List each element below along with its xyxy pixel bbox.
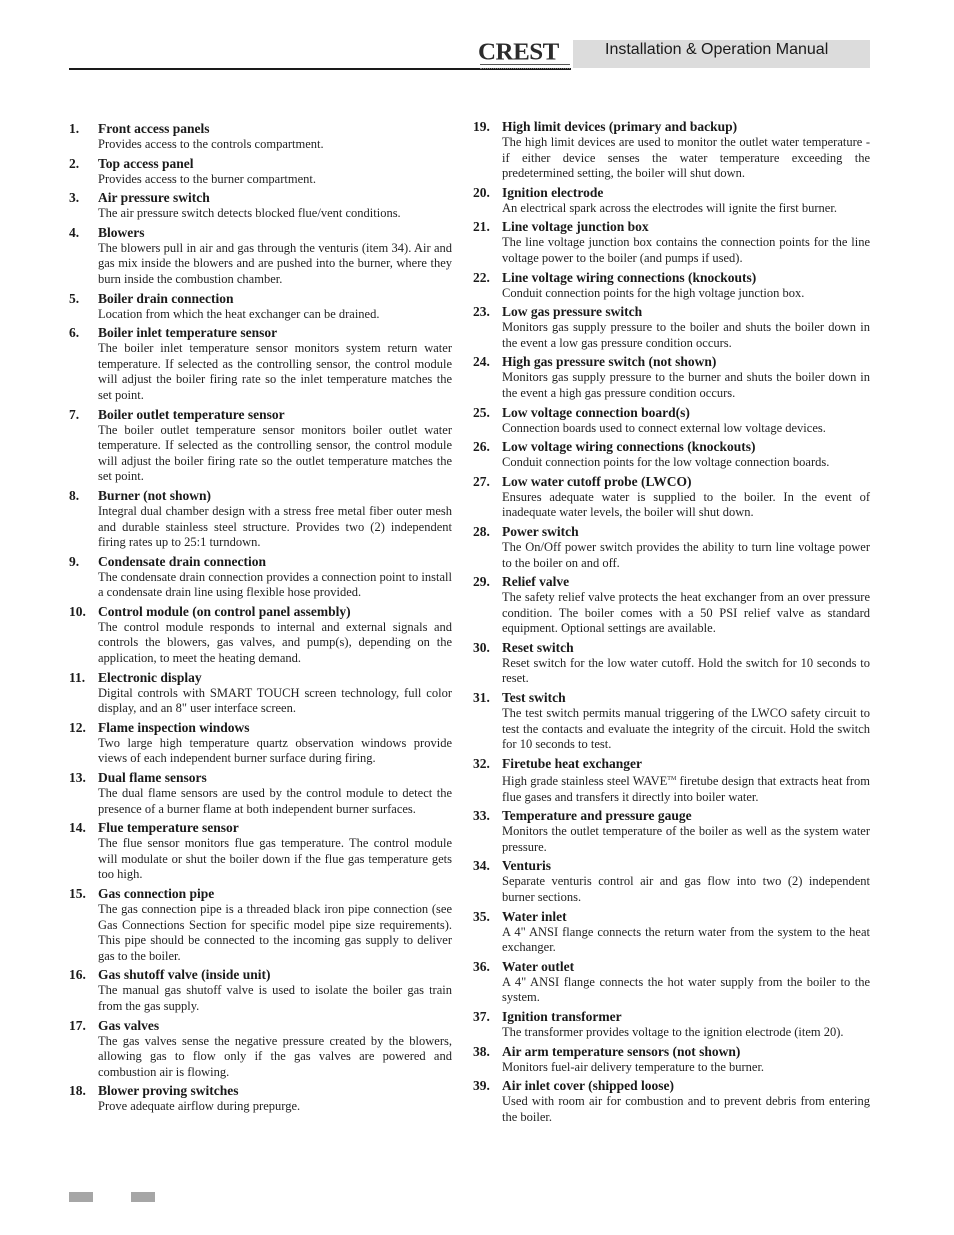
item-number: 31.: [473, 690, 490, 706]
item-number: 12.: [69, 719, 86, 735]
item-number: 35.: [473, 908, 490, 924]
item-number: 8.: [69, 487, 80, 503]
item-title: Ignition electrode: [502, 184, 604, 200]
item-description-part: High grade stainless steel WAVE: [502, 774, 668, 788]
item-number: 13.: [69, 770, 86, 786]
list-item: [69, 290, 452, 323]
item-title: Condensate drain connection: [98, 553, 267, 569]
item-description: A 4" ANSI flange connects the return water from the system to the heat exchanger.: [502, 924, 870, 955]
item-title: Air arm temperature sensors (not shown): [502, 1043, 741, 1059]
item-description: Monitors gas supply pressure to the boiler and shuts the boiler down in the event a low gas pressure condition occurs.: [502, 320, 870, 350]
list-item: [69, 819, 452, 883]
item-title: Boiler drain connection: [98, 290, 234, 306]
item-description: Ensures adequate water is supplied to the boiler. In the event of inadequate water levels, the boiler will shut down.: [502, 489, 870, 520]
item-number: 25.: [473, 404, 490, 420]
item-number: 37.: [473, 1008, 490, 1024]
item-title: Low water cutoff probe (LWCO): [502, 473, 692, 489]
list-item: [473, 438, 870, 471]
item-number: 3.: [69, 190, 80, 206]
item-title: Flame inspection windows: [98, 719, 250, 735]
list-item: [69, 1017, 452, 1081]
item-number: 14.: [69, 820, 86, 836]
list-item: [69, 189, 452, 222]
item-title: Boiler inlet temperature sensor: [98, 325, 278, 341]
item-description: The manual gas shutoff valve is used to isolate the boiler gas train from the gas supply.: [98, 983, 452, 1013]
item-title: Venturis: [502, 858, 552, 874]
item-title: Firetube heat exchanger: [502, 755, 642, 771]
crest-logo: [478, 40, 572, 70]
item-title: Reset switch: [502, 639, 574, 655]
item-title: Gas connection pipe: [98, 886, 215, 901]
item-description: The air pressure switch detects blocked flue/vent conditions.: [98, 206, 401, 221]
item-title: High limit devices (primary and backup): [502, 119, 738, 134]
item-description: Separate venturis control air and gas flow into two (2) independent burner sections.: [502, 874, 870, 904]
header-title-box: [573, 40, 870, 68]
item-number: 7.: [69, 406, 80, 422]
list-item: [473, 118, 870, 182]
item-description: The gas connection pipe is a threaded black iron pipe connection (see Gas Connections Section for specific model pipe size requirements). This pipe should be connected to the incoming gas supply to deliver gas to the boiler.: [98, 902, 452, 963]
item-description: Two large high temperature quartz observation windows provide views of each independent burner surface during firing.: [98, 735, 452, 766]
item-title: Blower proving switches: [98, 1083, 239, 1099]
item-number: 27.: [473, 473, 490, 489]
item-number: 10.: [69, 603, 86, 619]
item-number: 5.: [69, 290, 80, 306]
item-title: Water outlet: [502, 958, 575, 974]
item-title: Low voltage connection board(s): [502, 404, 690, 420]
manual-title: Installation & Operation Manual: [605, 41, 829, 58]
item-number: 24.: [473, 354, 490, 370]
list-item: [473, 755, 870, 805]
list-item: [473, 1008, 870, 1041]
item-title: Control module (on control panel assembly): [98, 603, 351, 619]
item-title: High gas pressure switch (not shown): [502, 354, 717, 370]
item-number: 32.: [473, 755, 490, 771]
item-title: Front access panels: [98, 121, 210, 136]
item-description: Connection boards used to connect external low voltage devices.: [502, 420, 826, 435]
trademark-mark: TM: [667, 775, 677, 782]
item-description: The control module responds to internal and external signals and controls the blowers, gas valves, and pump(s), depending on the application, to meet the heating demand.: [98, 619, 452, 666]
list-item: [473, 908, 870, 956]
item-description: The blowers pull in air and gas through the venturis (item 34). Air and gas mix inside the blowers and are pushed into the burner, where they burn inside the combustion chamber.: [98, 240, 452, 286]
list-item: [69, 966, 452, 1014]
item-title: Burner (not shown): [98, 487, 212, 503]
list-item: [473, 404, 870, 437]
item-number: 18.: [69, 1083, 86, 1099]
item-description-part: firetube design that extracts heat from flue gases and transfers it directly into boiler water.: [502, 774, 870, 804]
list-item: [69, 885, 452, 964]
list-item: [473, 303, 870, 351]
logo-wordmark: CREST: [478, 39, 559, 66]
list-item: [69, 120, 452, 153]
footer-bar-right: [131, 1192, 155, 1202]
item-number: 36.: [473, 958, 490, 974]
item-number: 33.: [473, 808, 490, 824]
item-number: 2.: [69, 155, 80, 171]
item-description: Integral dual chamber design with a stress free metal fiber outer mesh and durable stainless steel structure. Provides two (2) independent firing rates up to 25:1 turndown.: [98, 503, 452, 550]
item-description: Conduit connection points for the high voltage junction box.: [502, 285, 805, 300]
item-number: 26.: [473, 439, 490, 455]
item-number: 19.: [473, 119, 490, 134]
item-title: Top access panel: [98, 155, 194, 171]
item-number: 20.: [473, 184, 490, 200]
item-number: 17.: [69, 1017, 86, 1033]
item-title: Gas shutoff valve (inside unit): [98, 967, 271, 983]
list-item: [69, 324, 452, 403]
item-description: Monitors gas supply pressure to the burner and shuts the boiler down in the event a high gas pressure condition occurs.: [502, 370, 870, 400]
item-description: The high limit devices are used to monitor the outlet water temperature - if either device senses the water temperature exceeding the predetermined setting, the boiler will shut down.: [502, 135, 870, 181]
list-item: [473, 958, 870, 1006]
item-title: Ignition transformer: [502, 1008, 622, 1024]
list-item: [473, 639, 870, 687]
list-item: [473, 1043, 870, 1076]
item-description: [502, 772, 870, 805]
item-title: Boiler outlet temperature sensor: [98, 406, 285, 422]
item-title: Test switch: [502, 690, 566, 706]
list-item: [69, 155, 452, 188]
right-column: [473, 118, 870, 1127]
item-description: The On/Off power switch provides the ability to turn line voltage power to the boiler on and off.: [502, 539, 870, 570]
item-number: 4.: [69, 224, 80, 240]
item-title: Temperature and pressure gauge: [502, 808, 692, 824]
list-item: [69, 603, 452, 667]
list-item: [473, 689, 870, 753]
list-item: [69, 487, 452, 551]
item-description: A 4" ANSI flange connects the hot water supply from the boiler to the system.: [502, 974, 870, 1005]
item-number: 38.: [473, 1043, 490, 1059]
item-description: The safety relief valve protects the heat exchanger from an over pressure condition. The boiler comes with a 50 PSI relief valve as standard equipment. Optional settings are available.: [502, 590, 870, 636]
item-description: The gas valves sense the negative pressure created by the blowers, allowing gas to flow only if the gas valves are powered and combustion air is flowing.: [98, 1033, 452, 1079]
item-number: 28.: [473, 523, 490, 539]
list-item: [473, 218, 870, 266]
item-number: 15.: [69, 886, 86, 901]
item-description: The test switch permits manual triggering of the LWCO safety circuit to test the contacts and evaluate the integrity of the circuit. Hold the switch for 10 seconds to test.: [502, 706, 870, 752]
list-item: [69, 1082, 452, 1115]
item-title: Power switch: [502, 523, 579, 539]
item-number: 16.: [69, 967, 86, 983]
list-item: [473, 353, 870, 401]
item-title: Low gas pressure switch: [502, 304, 643, 320]
item-description: Monitors fuel-air delivery temperature to the burner.: [502, 1059, 765, 1074]
item-description: Monitors the outlet temperature of the boiler as well as the system water pressure.: [502, 824, 870, 854]
item-number: 22.: [473, 269, 490, 285]
footer-bar-left: [69, 1192, 93, 1202]
item-number: 11.: [69, 669, 86, 685]
list-item: [69, 553, 452, 601]
item-description: The condensate drain connection provides a connection point to install a condensate drain line using flexible hose provided.: [98, 569, 452, 600]
item-description: The line voltage junction box contains the connection points for the line voltage power to the boiler (and pumps if used).: [502, 235, 870, 265]
list-item: [69, 406, 452, 485]
item-description: Digital controls with SMART TOUCH screen technology, full color display, and an 8" user interface screen.: [98, 685, 452, 716]
item-description: Conduit connection points for the low voltage connection boards.: [502, 455, 830, 470]
list-item: [473, 573, 870, 637]
item-description: Used with room air for combustion and to prevent debris from entering the boiler.: [502, 1094, 870, 1124]
item-title: Air pressure switch: [98, 190, 210, 206]
item-title: Gas valves: [98, 1017, 160, 1033]
item-number: 30.: [473, 639, 490, 655]
item-description: An electrical spark across the electrodes will ignite the first burner.: [502, 200, 837, 215]
left-column: [69, 120, 452, 1117]
list-item: [473, 269, 870, 302]
item-title: Line voltage wiring connections (knockouts): [502, 269, 757, 285]
item-number: 6.: [69, 325, 80, 341]
item-title: Air inlet cover (shipped loose): [502, 1078, 674, 1094]
item-description: The boiler outlet temperature sensor monitors boiler outlet water temperature. If selected as the controlling sensor, the control module will adjust the boiler firing rate so the outlet temperature matches the set point.: [98, 422, 452, 484]
item-number: 34.: [473, 858, 490, 874]
item-number: 39.: [473, 1078, 490, 1094]
list-item: [69, 669, 452, 717]
item-description: Prove adequate airflow during prepurge.: [98, 1099, 301, 1114]
item-title: Water inlet: [502, 908, 567, 924]
item-number: 9.: [69, 553, 80, 569]
item-title: Blowers: [98, 224, 145, 240]
item-number: 29.: [473, 574, 490, 590]
list-item: [69, 224, 452, 288]
list-item: [473, 1077, 870, 1125]
list-item: [69, 719, 452, 767]
logo-underline: [480, 64, 570, 69]
item-description: The transformer provides voltage to the ignition electrode (item 20).: [502, 1024, 844, 1039]
item-title: Line voltage junction box: [502, 219, 649, 235]
item-description: Provides access to the controls compartment.: [98, 137, 324, 151]
item-description: The boiler inlet temperature sensor monitors system return water temperature. If selected as the controlling sensor, the control module will adjust the boiler firing rate so the inlet temperature matches the set point.: [98, 341, 452, 402]
item-title: Low voltage wiring connections (knockouts): [502, 439, 756, 455]
item-title: Relief valve: [502, 574, 570, 590]
item-description: The flue sensor monitors flue gas temperature. The control module will modulate or shut the boiler down if the flue gas temperature gets too high.: [98, 836, 452, 882]
item-title: Electronic display: [98, 669, 202, 685]
item-title: Dual flame sensors: [98, 770, 207, 786]
item-title: Flue temperature sensor: [98, 820, 239, 836]
item-description: The dual flame sensors are used by the control module to detect the presence of a burner flame at both independent burner surfaces.: [98, 786, 452, 816]
list-item: [473, 473, 870, 521]
item-description: Reset switch for the low water cutoff. Hold the switch for 10 seconds to reset.: [502, 655, 870, 686]
item-description: Provides access to the burner compartment.: [98, 171, 316, 186]
list-item: [69, 769, 452, 817]
item-number: 21.: [473, 219, 490, 235]
item-description: Location from which the heat exchanger can be drained.: [98, 306, 380, 321]
list-item: [473, 523, 870, 571]
list-item: [473, 857, 870, 905]
item-number: 1.: [69, 121, 80, 136]
list-item: [473, 807, 870, 855]
list-item: [473, 184, 870, 217]
item-number: 23.: [473, 304, 490, 320]
